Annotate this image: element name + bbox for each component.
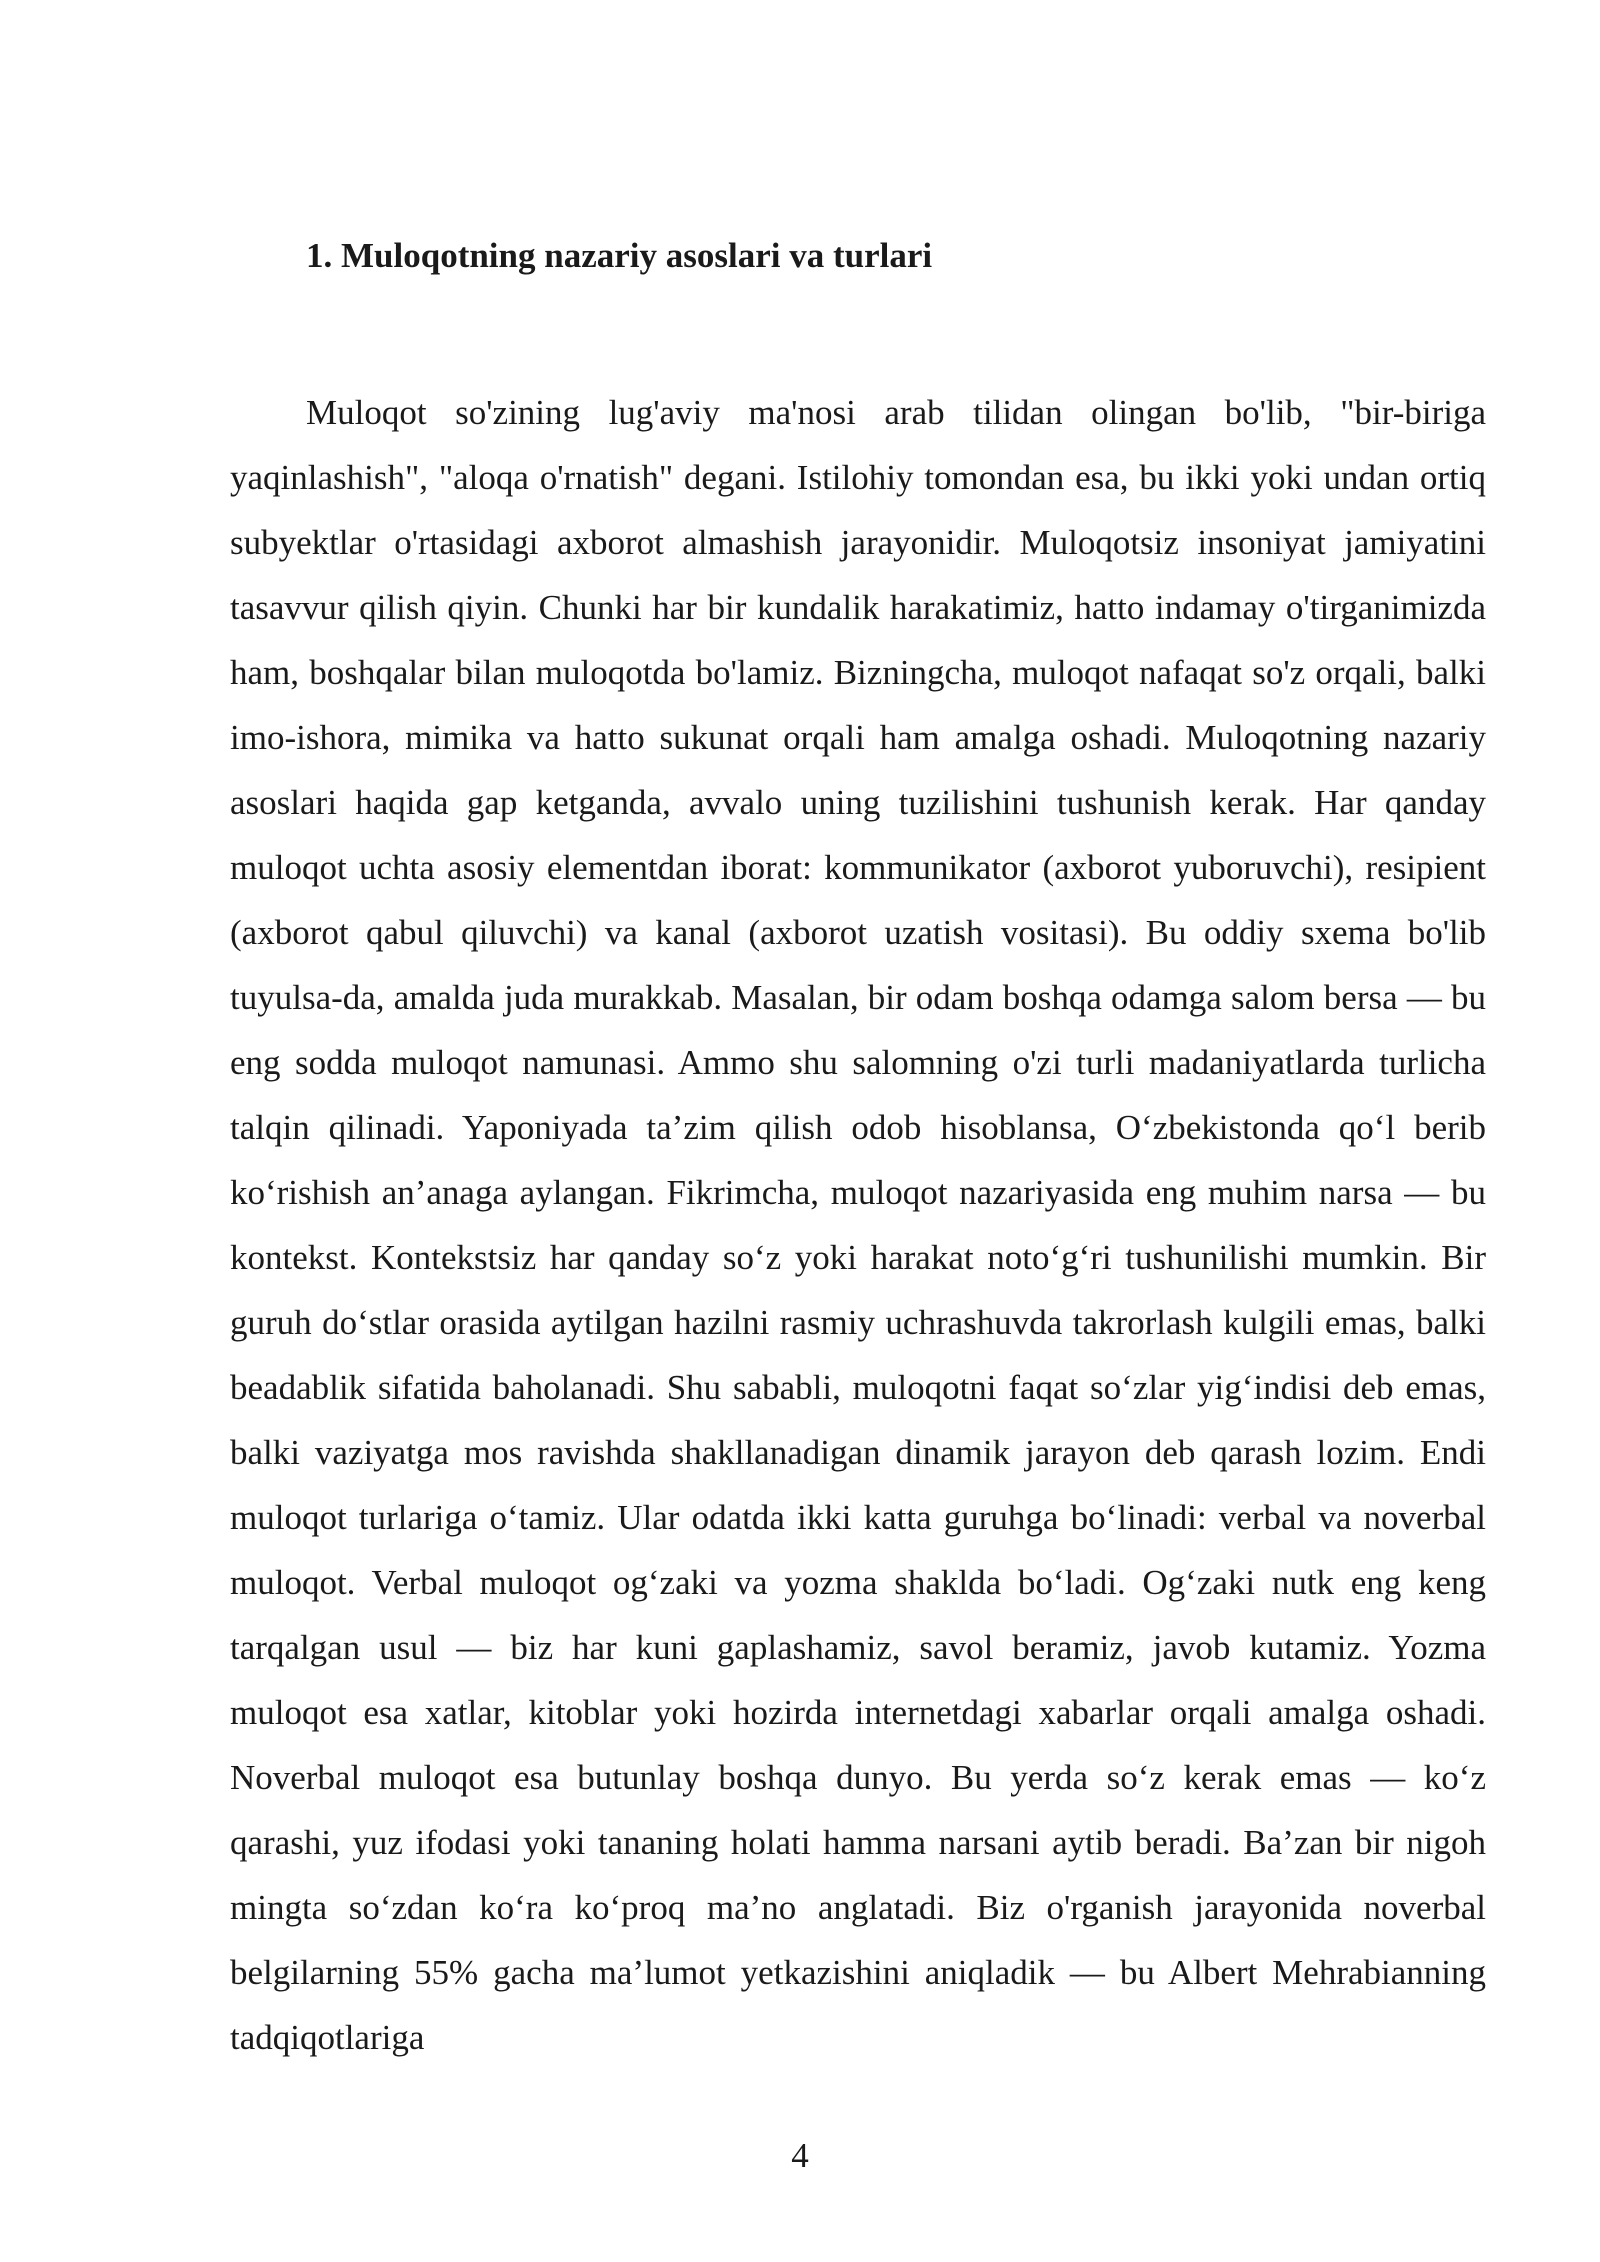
section-heading: 1. Muloqotning nazariy asoslari va turlari xyxy=(306,236,933,275)
body-paragraph: Muloqot so'zining lug'aviy ma'nosi arab tilidan olingan bo'lib, "bir-biriga yaqinlashish", "aloqa o'rnatish" degani. Istilohiy tomondan esa, bu ikki yoki undan ortiq subyektlar o'rtasidagi axborot almashish jarayonidir. Muloqotsiz insoniyat jamiyatini tasavvur qilish qiyin. Chunki har bir kundalik harakatimiz, hatto indamay o'tirganimizda ham, boshqalar bilan muloqotda bo'lamiz. Bizningcha, muloqot nafaqat so'z orqali, balki imo-ishora, mimika va hatto sukunat orqali ham amalga oshadi. Muloqotning nazariy asoslari haqida gap ketganda, avvalo uning tuzilishini tushunish kerak. Har qanday muloqot uchta asosiy elementdan iborat: kommunikator (axborot yuboruvchi), resipient (axborot qabul qiluvchi) va kanal (axborot uzatish vositasi). Bu oddiy sxema bo'lib tuyulsa-da, amalda juda murakkab. Masalan, bir odam boshqa odamga salom bersa — bu eng sodda muloqot namunasi. Ammo shu salomning o'zi turli madaniyatlarda turlicha talqin qilinadi. Yaponiyada ta’zim qilish odob hisoblansa, O‘zbekistonda qo‘l berib ko‘rishish an’anaga aylangan. Fikrimcha, muloqot nazariyasida eng muhim narsa — bu kontekst. Kontekstsiz har qanday so‘z yoki harakat noto‘g‘ri tushunilishi mumkin. Bir guruh do‘stlar orasida aytilgan hazilni rasmiy uchrashuvda takrorlash kulgili emas, balki beadablik sifatida baholanadi. Shu sababli, muloqotni faqat so‘zlar yig‘indisi deb emas, balki vaziyatga mos ravishda shakllanadigan dinamik jarayon deb qarash lozim. Endi muloqot turlariga o‘tamiz. Ular odatda ikki katta guruhga bo‘linadi: verbal va noverbal muloqot. Verbal muloqot og‘zaki va yozma shaklda bo‘ladi. Og‘zaki nutk eng keng tarqalgan usul — biz har kuni gaplashamiz, savol beramiz, javob kutamiz. Yozma muloqot esa xatlar, kitoblar yoki hozirda internetdagi xabarlar orqali amalga oshadi. Noverbal muloqot esa butunlay boshqa dunyo. Bu yerda so‘z kerak emas — ko‘z qarashi, yuz ifodasi yoki tananing holati hamma narsani aytib beradi. Ba’zan bir nigoh mingta so‘zdan ko‘ra ko‘proq ma’no anglatadi. Biz o'rganish jarayonida noverbal belgilarning 55% gacha ma’lumot yetkazishini aniqladik — bu Albert Mehrabianning tadqiqotlariga xyxy=(230,393,1486,2057)
page-number: 4 xyxy=(791,2136,809,2175)
